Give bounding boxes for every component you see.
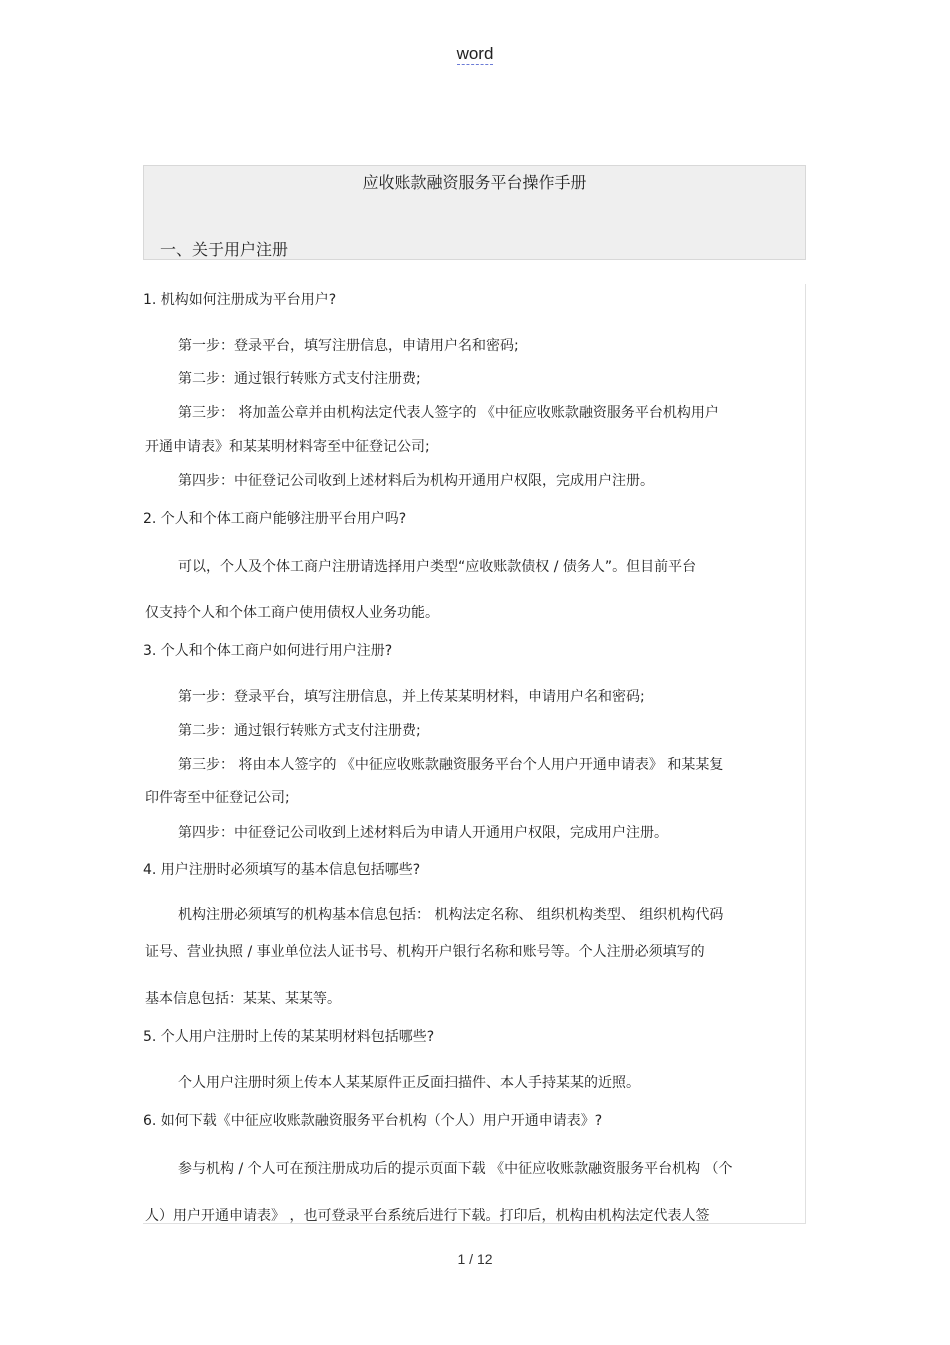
paragraph-line: 开通申请表》和某某明材料寄至中征登记公司; [145,439,430,455]
paragraph-line: 参与机构 / 个人可在预注册成功后的提示页面下载 《中征应收账款融资服务平台机构 （个 [178,1161,733,1177]
question-5: 5. 个人用户注册时上传的某某明材料包括哪些? [143,1029,435,1045]
title-block [143,165,806,260]
document-title: 应收账款融资服务平台操作手册 [362,173,587,192]
paragraph-line: 人）用户开通申请表》 ，也可登录平台系统后进行下载。打印后，机构由机构法定代表人签 [145,1208,710,1224]
paragraph-line: 仅支持个人和个体工商户使用债权人业务功能。 [145,605,439,621]
paragraph-line: 第三步： 将加盖公章并由机构法定代表人签字的 《中征应收账款融资服务平台机构用户 [178,405,719,421]
question-6: 6. 如何下载《中征应收账款融资服务平台机构（个人）用户开通申请表》? [143,1113,603,1129]
paragraph-line: 第二步：通过银行转账方式支付注册费; [178,723,421,739]
header-word-text: word [456,44,494,63]
paragraph-line: 第四步：中征登记公司收到上述材料后为申请人开通用户权限，完成用户注册。 [178,825,668,841]
section-heading: 一、关于用户注册 [160,240,289,259]
paragraph-line: 第二步：通过银行转账方式支付注册费; [178,371,421,387]
question-2: 2. 个人和个体工商户能够注册平台用户吗? [143,511,407,527]
paragraph-line: 基本信息包括：某某、某某等。 [145,991,341,1007]
header-word [0,44,950,64]
paragraph-line: 第一步：登录平台，填写注册信息，申请用户名和密码; [178,338,519,354]
paragraph-line: 机构注册必须填写的机构基本信息包括： 机构法定名称、 组织机构类型、 组织机构代码 [178,907,724,923]
paragraph-line: 个人用户注册时须上传本人某某原件正反面扫描件、本人手持某某的近照。 [178,1075,640,1091]
paragraph-line: 印件寄至中征登记公司; [145,790,290,806]
paragraph-line: 可以，个人及个体工商户注册请选择用户类型“应收账款债权 / 债务人”。但目前平台 [178,559,697,575]
paragraph-line: 第四步：中征登记公司收到上述材料后为机构开通用户权限，完成用户注册。 [178,473,654,489]
paragraph-line: 第三步： 将由本人签字的 《中征应收账款融资服务平台个人用户开通申请表》 和某某复 [178,757,724,773]
question-1: 1. 机构如何注册成为平台用户? [143,292,337,308]
paragraph-line: 第一步：登录平台，填写注册信息，并上传某某明材料，申请用户名和密码; [178,689,645,705]
question-4: 4. 用户注册时必须填写的基本信息包括哪些? [143,862,421,878]
question-3: 3. 个人和个体工商户如何进行用户注册? [143,643,393,659]
page-number: 1 / 12 [457,1251,493,1267]
paragraph-line: 证号、营业执照 / 事业单位法人证书号、机构开户银行名称和账号等。个人注册必须填写的 [145,944,705,960]
